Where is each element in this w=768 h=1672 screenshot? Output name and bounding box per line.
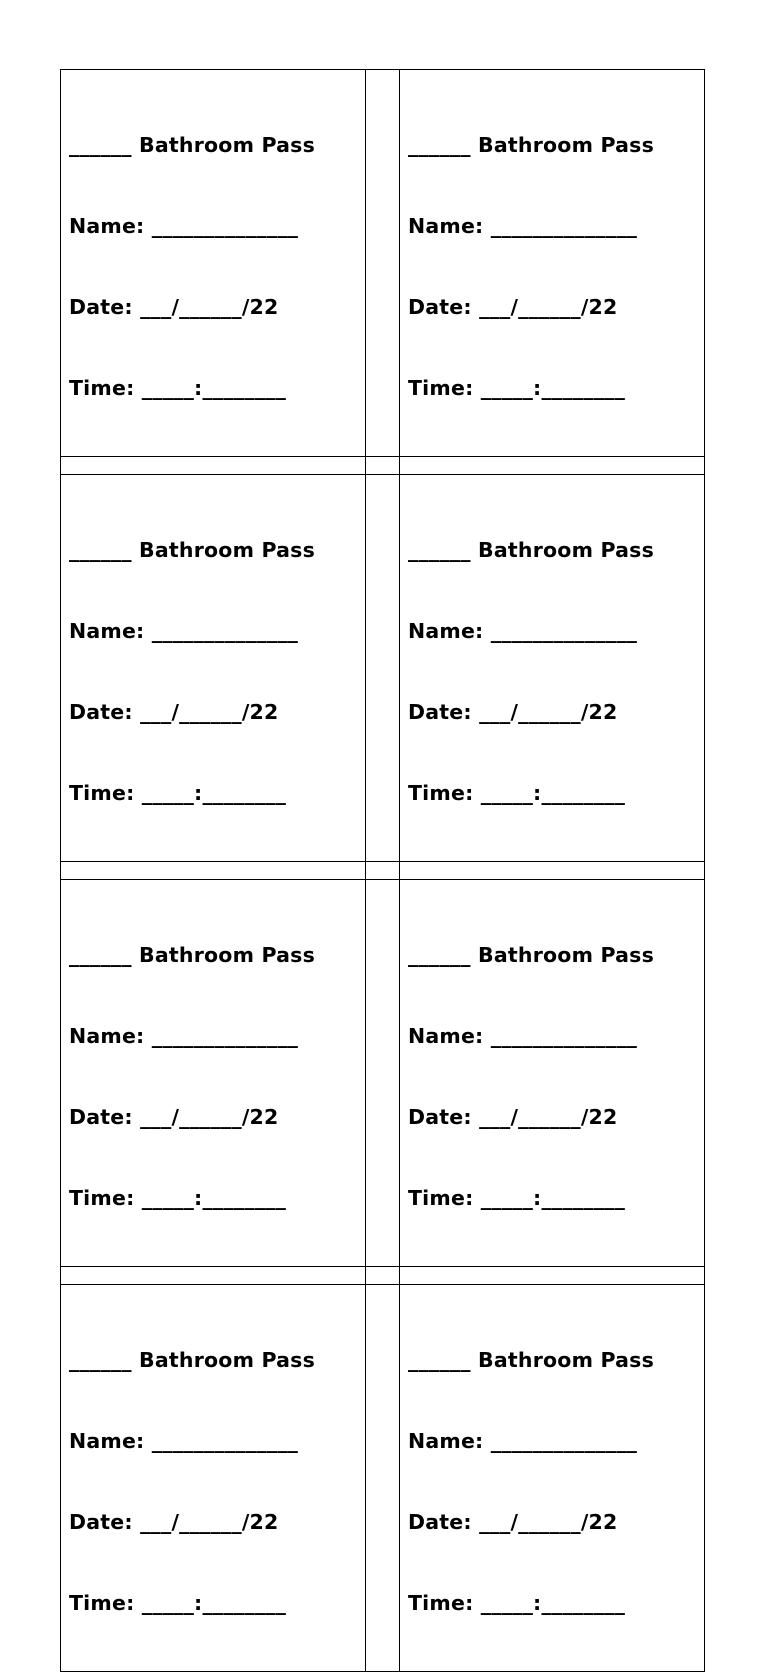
spacer-row bbox=[61, 862, 705, 880]
pass-card bbox=[61, 1285, 366, 1672]
name-field: Name: ______________ bbox=[408, 1024, 638, 1048]
date-field: Date: ___/______/22 bbox=[408, 1510, 618, 1534]
date-field: Date: ___/______/22 bbox=[69, 1105, 279, 1129]
time-field: Time: _____:________ bbox=[408, 1591, 626, 1615]
pass-card bbox=[400, 70, 705, 457]
pass-title: ______ Bathroom Pass bbox=[408, 943, 654, 967]
name-field: Name: ______________ bbox=[69, 619, 299, 643]
gap-cell bbox=[61, 457, 366, 475]
date-field: Date: ___/______/22 bbox=[408, 295, 618, 319]
pass-card bbox=[61, 70, 366, 457]
time-field: Time: _____:________ bbox=[69, 781, 287, 805]
time-field: Time: _____:________ bbox=[69, 1591, 287, 1615]
gap-cell bbox=[366, 475, 400, 862]
pass-card bbox=[400, 475, 705, 862]
pass-title: ______ Bathroom Pass bbox=[408, 1348, 654, 1372]
pass-title: ______ Bathroom Pass bbox=[408, 538, 654, 562]
date-field: Date: ___/______/22 bbox=[69, 700, 279, 724]
name-field: Name: ______________ bbox=[69, 1429, 299, 1453]
pass-title: ______ Bathroom Pass bbox=[69, 538, 315, 562]
time-field: Time: _____:________ bbox=[408, 781, 626, 805]
gap-cell bbox=[366, 1285, 400, 1672]
gap-cell bbox=[61, 862, 366, 880]
name-field: Name: ______________ bbox=[408, 619, 638, 643]
pass-card bbox=[400, 1285, 705, 1672]
pass-title: ______ Bathroom Pass bbox=[69, 943, 315, 967]
gap-cell bbox=[400, 457, 705, 475]
name-field: Name: ______________ bbox=[69, 214, 299, 238]
gap-cell bbox=[366, 457, 400, 475]
date-field: Date: ___/______/22 bbox=[69, 1510, 279, 1534]
name-field: Name: ______________ bbox=[408, 1429, 638, 1453]
time-field: Time: _____:________ bbox=[408, 376, 626, 400]
pass-row bbox=[61, 1285, 705, 1672]
pass-row bbox=[61, 475, 705, 862]
bathroom-pass-sheet bbox=[60, 69, 705, 1672]
pass-card bbox=[61, 475, 366, 862]
pass-title: ______ Bathroom Pass bbox=[408, 133, 654, 157]
time-field: Time: _____:________ bbox=[408, 1186, 626, 1210]
gap-cell bbox=[366, 862, 400, 880]
pass-row bbox=[61, 880, 705, 1267]
gap-cell bbox=[400, 1267, 705, 1285]
spacer-row bbox=[61, 1267, 705, 1285]
pass-card bbox=[400, 880, 705, 1267]
gap-cell bbox=[366, 1267, 400, 1285]
date-field: Date: ___/______/22 bbox=[408, 700, 618, 724]
name-field: Name: ______________ bbox=[408, 214, 638, 238]
pass-title: ______ Bathroom Pass bbox=[69, 1348, 315, 1372]
gap-cell bbox=[61, 1267, 366, 1285]
pass-title: ______ Bathroom Pass bbox=[69, 133, 315, 157]
pass-row bbox=[61, 70, 705, 457]
date-field: Date: ___/______/22 bbox=[408, 1105, 618, 1129]
spacer-row bbox=[61, 457, 705, 475]
time-field: Time: _____:________ bbox=[69, 1186, 287, 1210]
date-field: Date: ___/______/22 bbox=[69, 295, 279, 319]
pass-card bbox=[61, 880, 366, 1267]
time-field: Time: _____:________ bbox=[69, 376, 287, 400]
gap-cell bbox=[366, 70, 400, 457]
gap-cell bbox=[366, 880, 400, 1267]
name-field: Name: ______________ bbox=[69, 1024, 299, 1048]
gap-cell bbox=[400, 862, 705, 880]
